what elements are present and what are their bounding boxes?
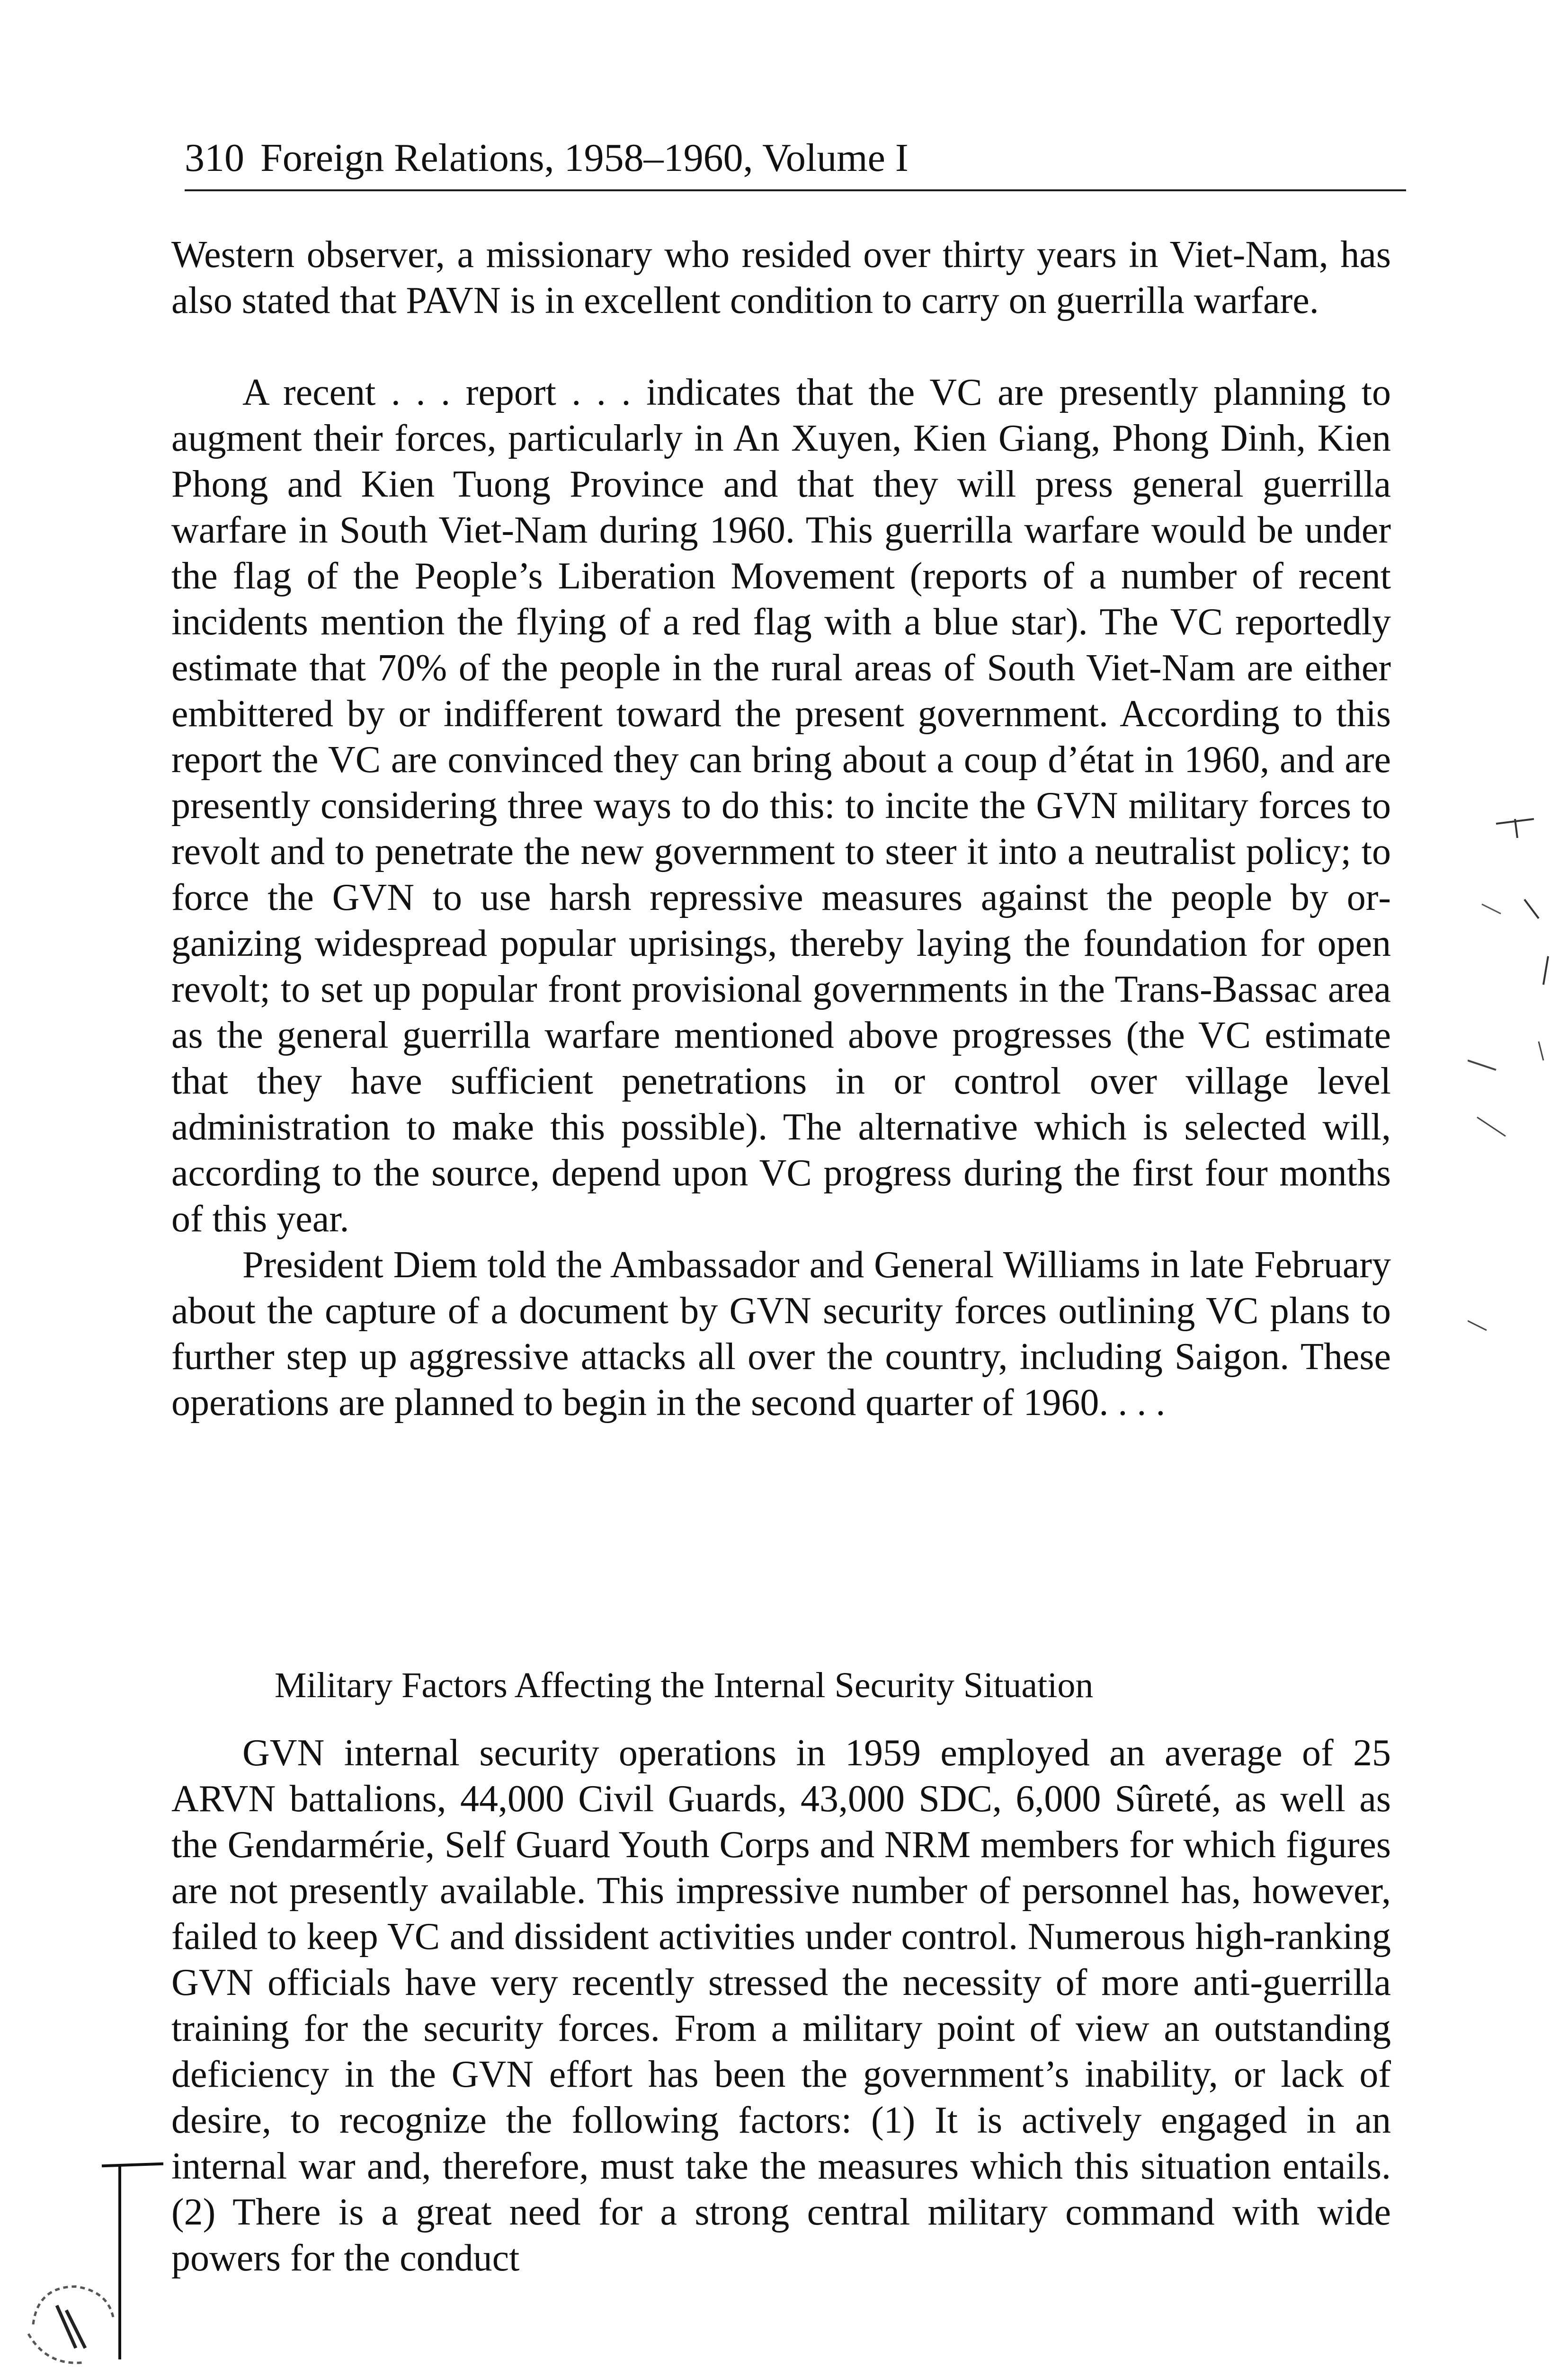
paragraph-text: Western observer, a missionary who resided over thirty years in Viet-Nam, has also stated that PAVN is in excellent condition to carry on guerrilla warfare.: [171, 234, 1391, 321]
volume-title: Foreign Relations, 1958–1960, Volume I: [260, 136, 909, 180]
running-header: [185, 127, 1406, 191]
stray-mark: [1496, 819, 1534, 838]
stray-mark: [1543, 956, 1548, 985]
stray-mark: [1524, 899, 1539, 918]
paragraph-western-observer: [171, 232, 1391, 324]
paragraph-text: GVN internal security operations in 1959 employed an average of 25 ARVN battalions, 44,000 Civil Guards, 43,000 SDC, 6,000 Sûreté, as well as the Gendarmérie, Self Guard Youth Corps and NRM members for which figures are not presently available. This impressive number of personnel has, however, failed to keep VC and dissident activities under control. Numerous high-ranking GVN officials have very recently stressed the necessity of more anti-guerrilla training for the security forces. From a military point of view an outstanding deficiency in the GVN effort has been the government’s inability, or lack of desire, to recognize the following factors: (1) It is actively engaged in an internal war and, therefore, must take the measures which this situation entails. (2) There is a great need for a strong central military command with wide powers for the conduct: [171, 1732, 1391, 2279]
page-number: 310: [185, 136, 244, 180]
stray-mark: [1482, 904, 1501, 914]
stray-mark: [1468, 1321, 1487, 1330]
stray-mark: [1477, 1117, 1506, 1136]
paragraph-recent-report: A recent . . . report . . . indicates that the VC are presently planning to augment their forces, particularly in An Xuyen, Kien Giang, Phong Dinh, Kien Phong and Kien Tuong Province and that they will press general guerrilla warfare in South Viet-Nam during 1960. This guerrilla warfare would be under the flag of the People’s Liberation Movement (reports of a number of recent incidents mention the flying of a red flag with a blue star). The VC reportedly estimate that 70% of the people in the rural areas of South Viet-Nam are either embittered by or indifferent toward the present government. According to this report the VC are convinced they can bring about a coup d’état in 1960, and are presently considering three ways to do this: to incite the GVN military forces to revolt and to penetrate the new government to steer it into a neutralist policy; to force the GVN to use harsh repressive measures against the people by organizing widespread popular uprisings, thereby laying the foundation for open revolt; to set up popular front provisional governments in the Trans-Bassac area as the general guerrilla warfare mentioned above progresses (the VC estimate that they have sufficient penetrations in or control over village level administration to make this possible). The alternative which is selected will, according to the source, depend upon VC progress during the first four months of this year.: [171, 372, 1391, 1240]
paragraphs-vc-plans: [171, 370, 1391, 1426]
margin-annotation-mark: [19, 2268, 123, 2367]
stray-mark: [1468, 1060, 1496, 1070]
paragraph-president-diem: President Diem told the Ambassador and General Williams in late February about the capture of a document by GVN security forces outlining VC plans to further step up aggressive attacks all over the country, including Saigon. These operations are planned to begin in the second quarter of 1960. . . .: [171, 1244, 1391, 1424]
margin-stray-marks: [1468, 795, 1562, 1363]
section-heading: Military Factors Affecting the Internal Security Situation: [275, 1665, 1094, 1705]
margin-bracket-horizontal: [102, 2162, 163, 2168]
stray-mark: [1539, 1041, 1543, 1060]
circle-arc: [33, 2287, 114, 2324]
circle-arc: [28, 2334, 85, 2363]
paragraph-gvn-operations: [171, 1730, 1391, 2281]
